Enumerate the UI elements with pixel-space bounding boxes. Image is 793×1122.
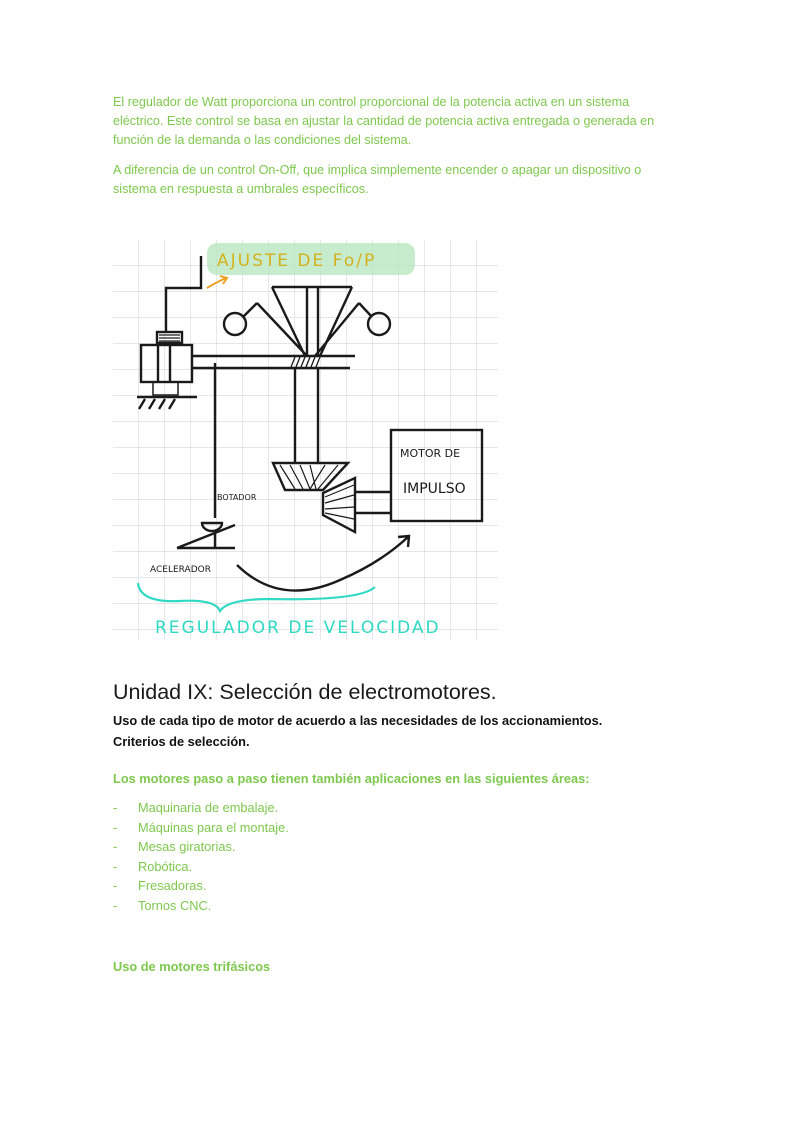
label-impulso-text: IMPULSO: [403, 481, 466, 497]
subheading-1: Uso de cada tipo de motor de acuerdo a las necesidades de los accionamientos.: [113, 713, 603, 728]
list-item-text: Fresadoras.: [138, 878, 207, 894]
label-acelerador: ACELERADOR: [150, 565, 211, 575]
section-trifasicos-title: Uso de motores trifásicos: [113, 959, 271, 974]
list-item: [113, 837, 289, 857]
list-item-text: Robótica.: [138, 858, 193, 874]
list-item: [113, 857, 289, 877]
label-motor-de: MOTOR DE: [400, 447, 461, 460]
bullet: -: [113, 878, 118, 894]
stepper-applications-list: [113, 798, 289, 916]
grid-paper: [113, 240, 498, 640]
list-item: [113, 876, 289, 896]
bullet: -: [113, 800, 118, 815]
list-item-text: Tornos CNC.: [138, 897, 212, 913]
list-item: [113, 818, 289, 838]
bullet: -: [113, 858, 118, 874]
label-ajuste: AJUSTE DE Fo/P: [217, 251, 377, 271]
list-item: [113, 798, 289, 818]
bullet: -: [113, 819, 118, 835]
label-botador: BOTADOR: [217, 493, 257, 502]
label-regulador: REGULADOR DE VELOCIDAD: [155, 618, 441, 638]
bullet: -: [113, 839, 118, 855]
bullet: -: [113, 897, 118, 913]
paragraph-on-off: A diferencia de un control On-Off, que implica simplemente encender o apagar un dispositivo o sistema en respuesta a umbrales específicos.: [113, 163, 642, 196]
page-title: Unidad IX: Selección de electromotores.: [113, 680, 497, 704]
list-item-text: Maquinaria de embalaje.: [138, 800, 279, 815]
subheading: [113, 710, 713, 752]
watt-governor-diagram: [110, 235, 500, 645]
list-item-text: Máquinas para el montaje.: [138, 819, 289, 835]
subheading-2: Criterios de selección.: [113, 734, 250, 749]
list-item: [113, 896, 289, 916]
list-item-text: Mesas giratorias.: [138, 839, 236, 855]
section-stepper-title: Los motores paso a paso tienen también aplicaciones en las siguientes áreas:: [113, 771, 590, 786]
paragraph-watt-regulator: El regulador de Watt proporciona un control proporcional de la potencia activa en un sistema eléctrico. Este control se basa en ajustar la cantidad de potencia activa entregada o generada en función de la demanda o las condiciones del sistema.: [113, 95, 655, 147]
